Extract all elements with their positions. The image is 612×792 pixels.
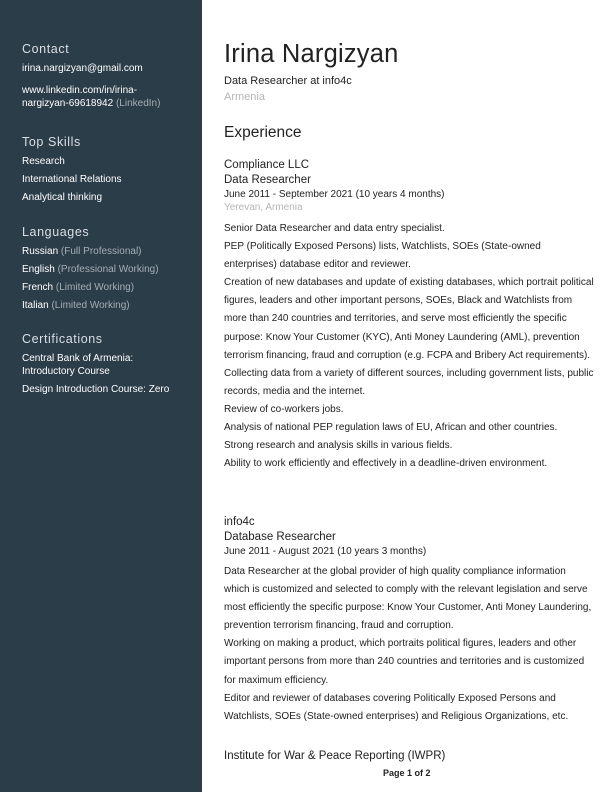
description-line: Ability to work efficiently and effectively in a deadline-driven environment. (224, 458, 548, 470)
job-description (224, 220, 594, 473)
description-line: Analysis of national PEP regulation laws of EU, African and other countries. (224, 422, 558, 434)
language-name: Italian (22, 300, 49, 311)
linkedin-url-line1: www.linkedin.com/in/irina- (22, 85, 138, 96)
language-name: Russian (22, 246, 59, 257)
job-entry (224, 158, 594, 473)
description-line: Collecting data from a variety of different sources, including government lists, public records, media and the internet. (224, 367, 594, 397)
description-line: Senior Data Researcher and data entry specialist. (224, 223, 445, 234)
linkedin-link[interactable] (22, 84, 197, 110)
certification-line2: Introductory Course (22, 366, 110, 377)
job-dates: June 2011 - September 2021 (10 years 4 months) (224, 189, 445, 200)
headline: Data Researcher at info4c (224, 75, 352, 87)
job-dates: June 2011 - August 2021 (10 years 3 months) (224, 546, 427, 557)
description-line: Data Researcher at the global provider of high quality compliance information which is customized and selected to comply with the relevant legislation and serve most efficiently the specific purpose: Know Your Customer, Anti Money Laundering, prevention terrorism financing, fraud and corruption. (224, 566, 592, 632)
certification-item (22, 352, 197, 378)
description-line: Editor and reviewer of databases covering Politically Exposed Persons and Watchlists, SOEs (State-owned enterprises) and Religious Organizations, etc. (224, 692, 569, 722)
email-link[interactable]: irina.nargizyan@gmail.com (22, 63, 143, 74)
language-level: (Professional Working) (57, 264, 159, 275)
job-role: Data Researcher (224, 174, 311, 186)
languages-heading: Languages (22, 225, 90, 239)
location: Armenia (224, 91, 265, 103)
top-skills-section (22, 135, 197, 209)
language-name: English (22, 264, 55, 275)
language-item (22, 281, 197, 294)
certification-line1: Design Introduction Course: Zero (22, 384, 170, 395)
language-level: (Limited Working) (55, 282, 135, 293)
description-line: Working on making a product, which portraits political figures, leaders and other important persons from more than 240 countries and territories and is customized for maximum efficiency. (224, 638, 585, 686)
job-company: Institute for War & Peace Reporting (IWPR) (224, 750, 446, 762)
skill-item: Analytical thinking (22, 192, 103, 203)
contact-heading: Contact (22, 42, 70, 56)
page-number: Page 1 of 2 (383, 768, 431, 778)
language-level: (Full Professional) (60, 246, 142, 257)
linkedin-label: (LinkedIn) (115, 98, 161, 109)
contact-section (22, 42, 197, 115)
job-company: info4c (224, 516, 255, 528)
description-line: PEP (Politically Exposed Persons) lists, Watchlists, SOEs (State-owned enterprises) database editor and reviewer. (224, 241, 541, 271)
language-item (22, 299, 197, 312)
skill-item: International Relations (22, 174, 122, 185)
job-entry (224, 515, 594, 726)
person-name: Irina Nargizyan (224, 40, 399, 68)
job-entry (224, 749, 594, 764)
job-location: Yerevan, Armenia (224, 202, 303, 213)
description-line: Strong research and analysis skills in various fields. (224, 440, 453, 452)
job-company: Compliance LLC (224, 159, 310, 171)
language-name: French (22, 282, 54, 293)
language-item (22, 245, 197, 258)
sidebar (0, 0, 202, 792)
job-role: Database Researcher (224, 531, 336, 543)
top-skills-heading: Top Skills (22, 135, 81, 149)
experience-heading: Experience (224, 124, 302, 141)
certification-line1: Central Bank of Armenia: (22, 353, 134, 364)
description-line: Creation of new databases and update of existing databases, which portrait political figures, leaders and other important persons, SOEs, Black and Watchlists from more than 240 countries and territories, and serve most efficiently the specific purpose: Know Your Customer (KYC), Anti Money Laundering (AML), prevention terrorism financing, fraud and corruption (e.g. FCPA and Bribery Act requirements). (224, 277, 594, 361)
linkedin-url-line2: nargizyan-69618942 (22, 98, 114, 109)
languages-section (22, 225, 197, 317)
language-item (22, 263, 197, 276)
skill-item: Research (22, 156, 65, 167)
certifications-section (22, 332, 197, 401)
job-description (224, 563, 594, 726)
description-line: Review of co-workers jobs. (224, 403, 344, 415)
language-level: (Limited Working) (51, 300, 130, 311)
certifications-heading: Certifications (22, 332, 103, 346)
certification-item (22, 383, 197, 396)
